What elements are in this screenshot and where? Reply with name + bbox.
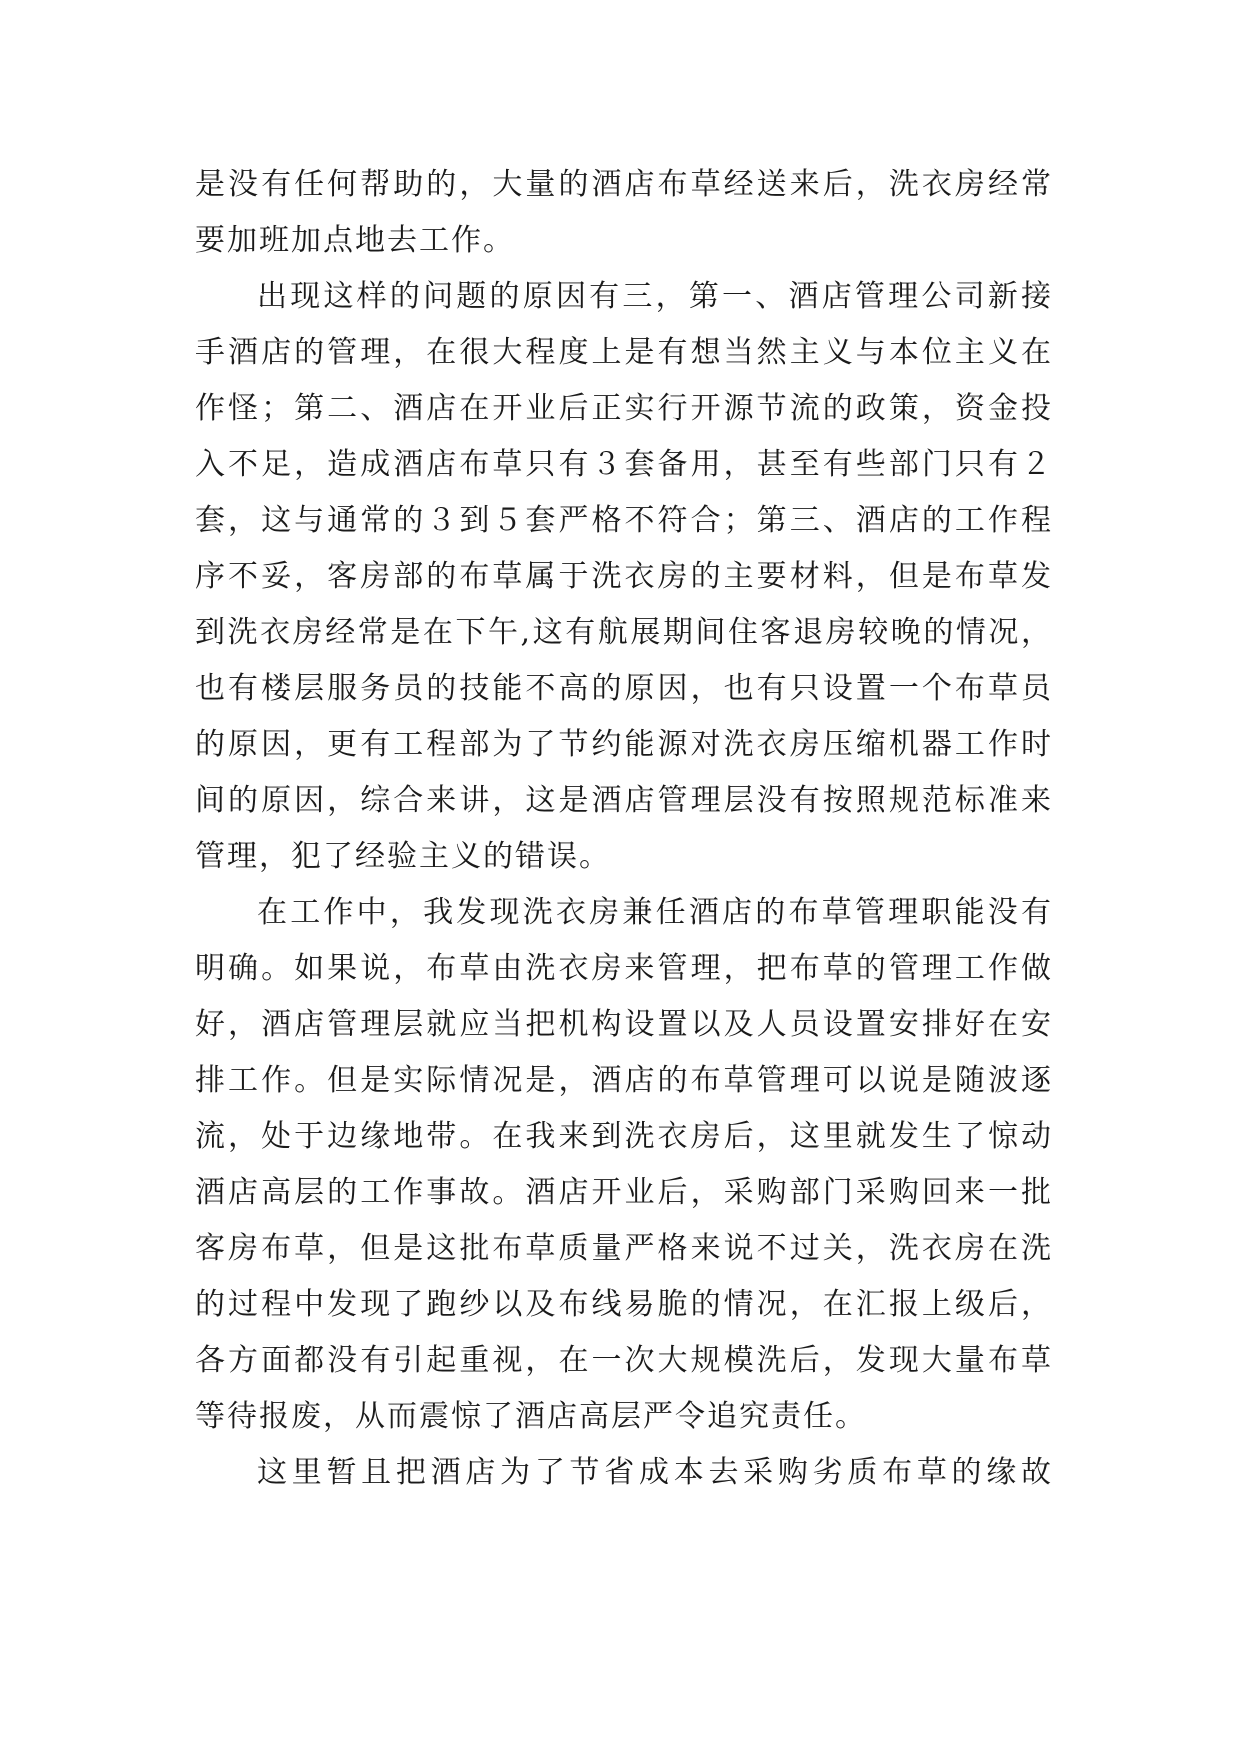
- text-line: 这里暂且把酒店为了节省成本去采购劣质布草的缘故: [257, 1455, 1051, 1490]
- text-line: 管理，犯了经验主义的错误。: [195, 839, 611, 874]
- text-line: 好，酒店管理层就应当把机构设置以及人员设置安排好在安: [195, 1007, 1051, 1042]
- text-line: 等待报废，从而震惊了酒店高层严令追究责任。: [195, 1399, 867, 1434]
- text-line: 也有楼层服务员的技能不高的原因，也有只设置一个布草员: [195, 671, 1051, 706]
- text-line: 排工作。但是实际情况是，酒店的布草管理可以说是随波逐: [195, 1063, 1051, 1098]
- text-line: 套，这与通常的３到５套严格不符合；第三、酒店的工作程: [195, 503, 1051, 538]
- text-line: 序不妥，客房部的布草属于洗衣房的主要材料，但是布草发: [195, 559, 1051, 594]
- text-line: 在工作中，我发现洗衣房兼任酒店的布草管理职能没有: [257, 895, 1051, 930]
- text-line: 流，处于边缘地带。在我来到洗衣房后，这里就发生了惊动: [195, 1119, 1051, 1154]
- document-body: [195, 157, 1051, 1501]
- text-line: 酒店高层的工作事故。酒店开业后，采购部门采购回来一批: [195, 1175, 1051, 1210]
- text-line: 的原因，更有工程部为了节约能源对洗衣房压缩机器工作时: [195, 727, 1051, 762]
- text-line: 出现这样的问题的原因有三，第一、酒店管理公司新接: [257, 279, 1051, 314]
- text-line: 各方面都没有引起重视，在一次大规模洗后，发现大量布草: [195, 1343, 1051, 1378]
- text-line: 要加班加点地去工作。: [195, 223, 515, 258]
- text-line: 是没有任何帮助的，大量的酒店布草经送来后，洗衣房经常: [195, 167, 1051, 202]
- text-line: 间的原因，综合来讲，这是酒店管理层没有按照规范标准来: [195, 783, 1051, 818]
- text-line: 明确。如果说，布草由洗衣房来管理，把布草的管理工作做: [195, 951, 1051, 986]
- text-line: 到洗衣房经常是在下午,这有航展期间住客退房较晚的情况，: [195, 615, 1051, 650]
- text-line: 的过程中发现了跑纱以及布线易脆的情况，在汇报上级后，: [195, 1287, 1051, 1322]
- text-line: 客房布草，但是这批布草质量严格来说不过关，洗衣房在洗: [195, 1231, 1051, 1266]
- text-line: 作怪；第二、酒店在开业后正实行开源节流的政策，资金投: [195, 391, 1051, 426]
- text-line: 手酒店的管理，在很大程度上是有想当然主义与本位主义在: [195, 335, 1051, 370]
- text-line: 入不足，造成酒店布草只有３套备用，甚至有些部门只有２: [195, 447, 1051, 482]
